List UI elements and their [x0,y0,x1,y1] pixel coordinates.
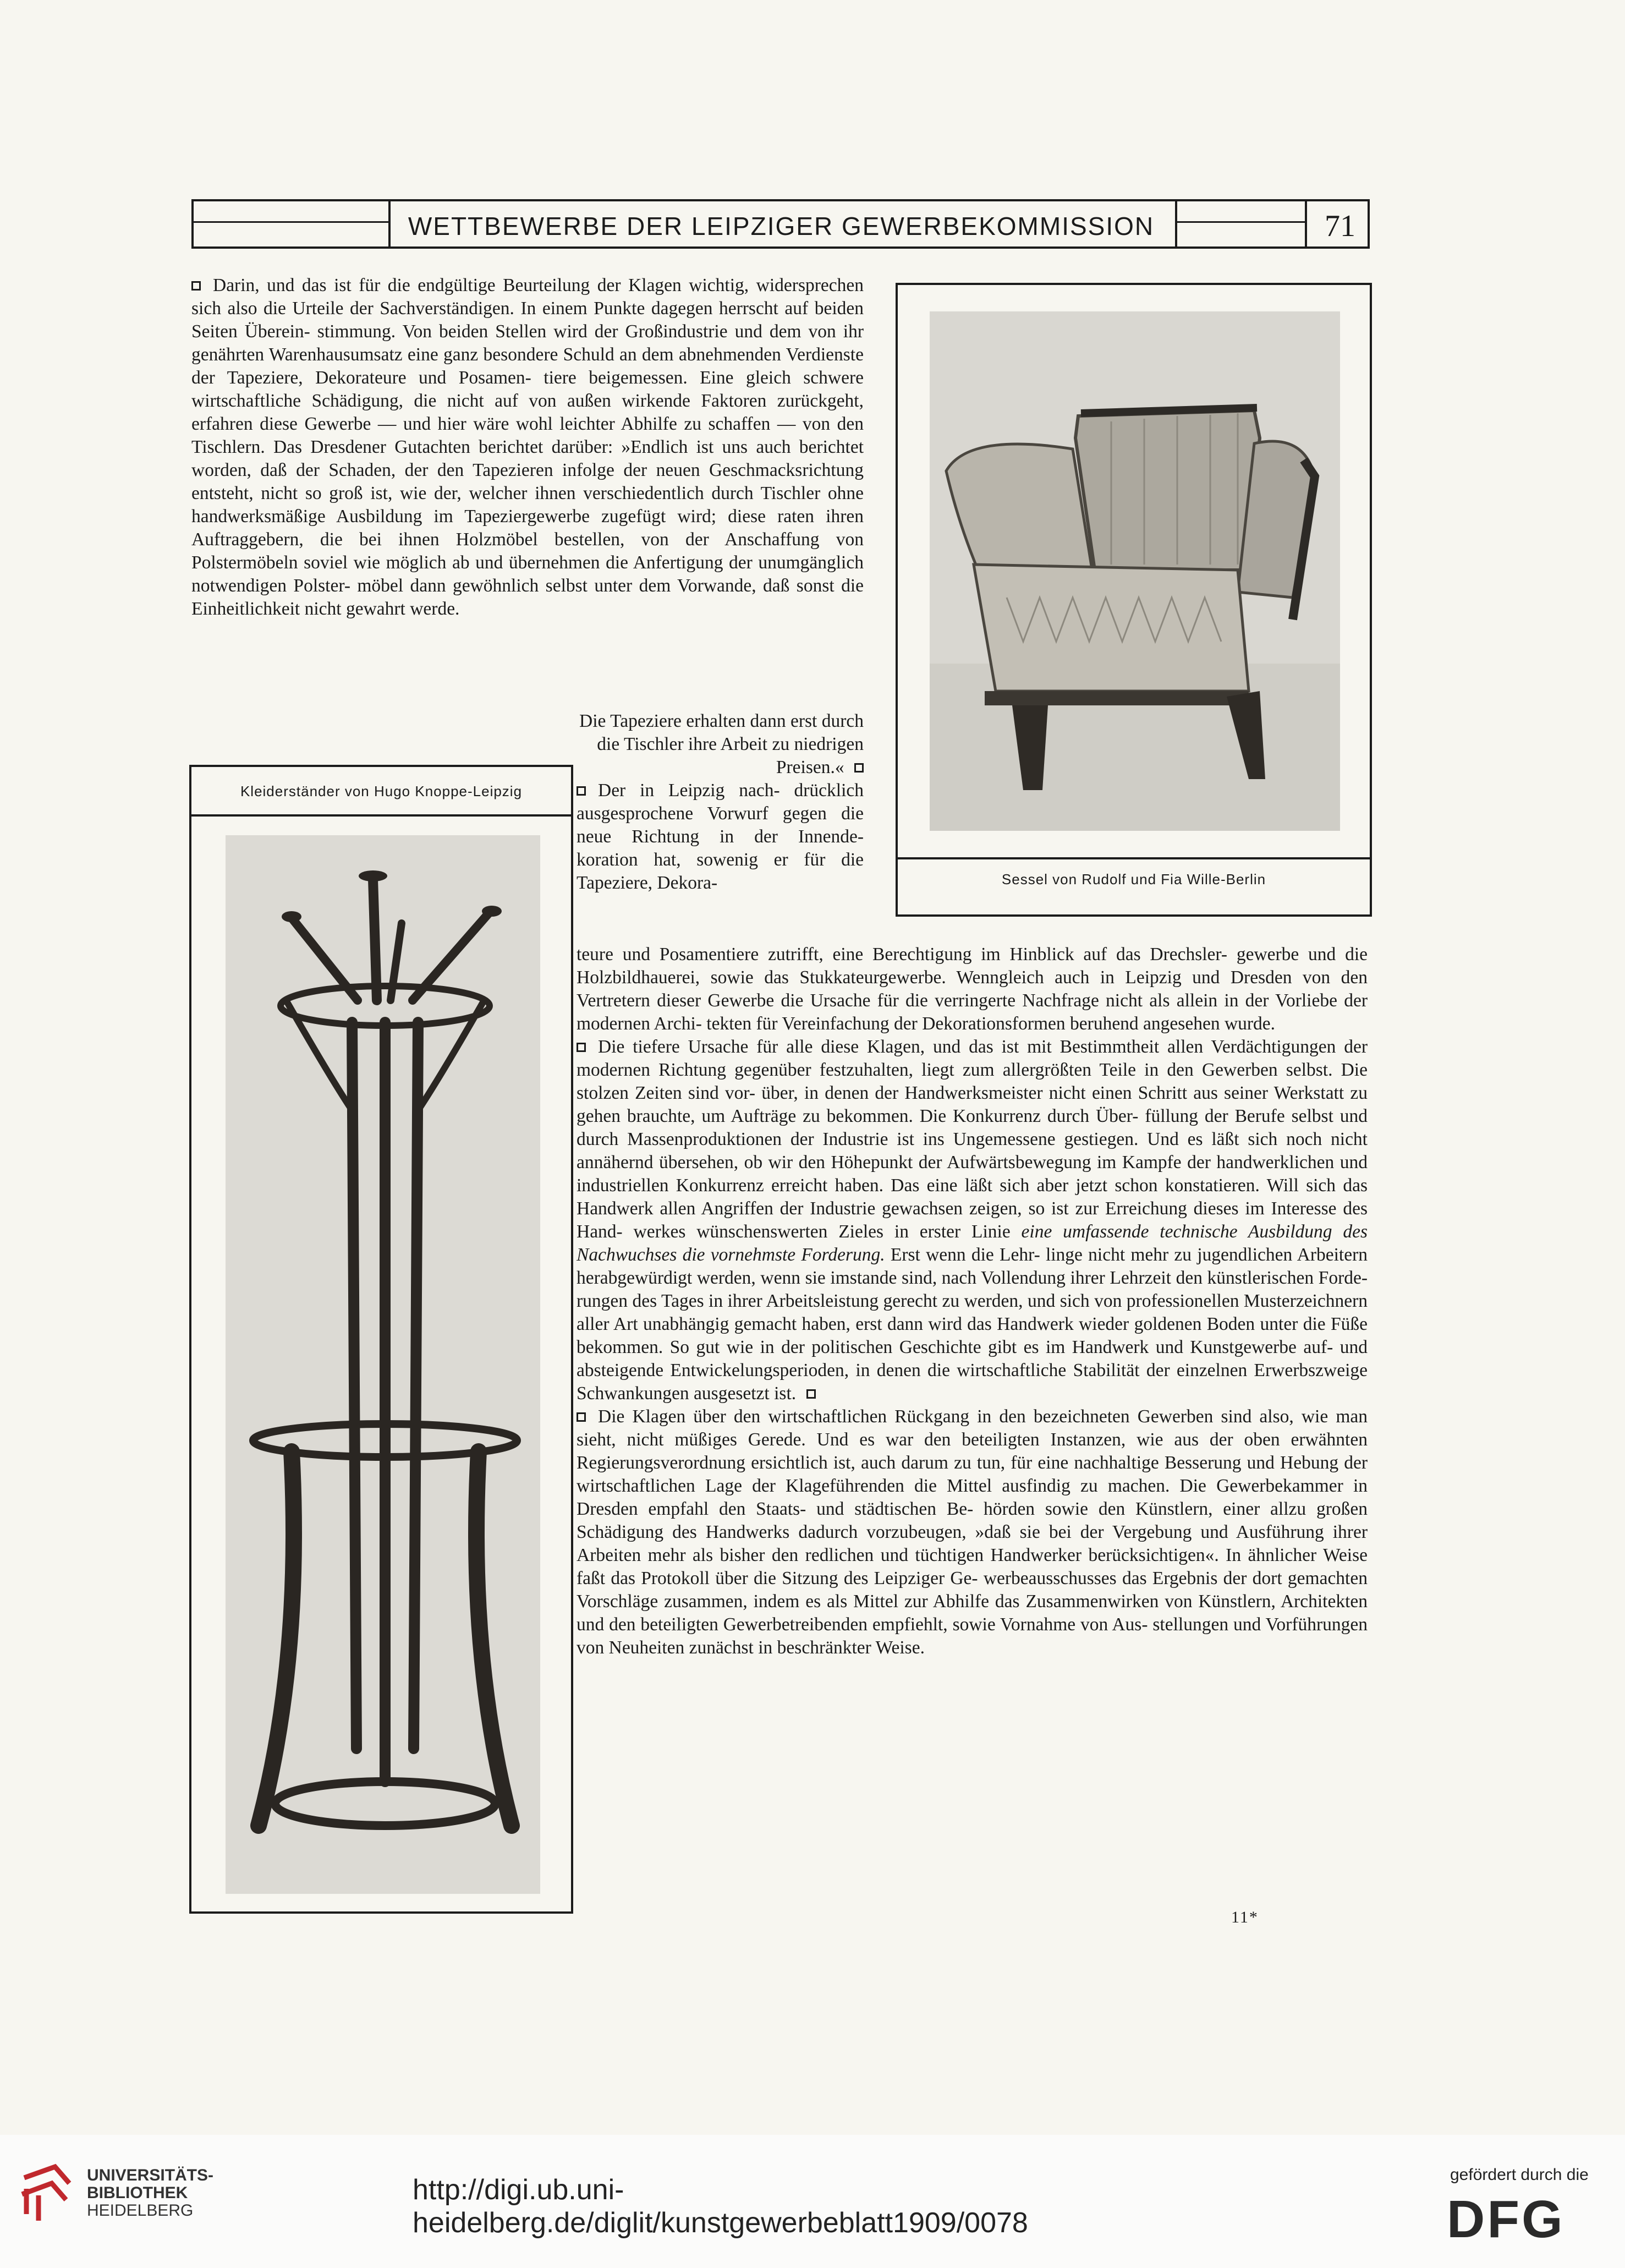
paragraph-marker-icon [577,786,586,796]
dfg-logo-icon [1447,2193,1601,2243]
paragraph: Darin, und das ist für die endgültige Beurteilung der Klagen wichtig, widersprechen sich also die Urteile der Sachverständigen. In einem Punkte dagegen herrscht auf beiden Seiten Überein- stimmung. Von beiden Stellen wird der Großindustrie und dem von ihr genährten Warenhausumsatz eine ganz besondere Schuld an dem abnehmenden Verdienste der Tapeziere, Dekorateure und Posamen- tiere beigemessen. Eine gleich schwere wirtschaftliche Schädigung, die nicht auf von außen wirkende Faktoren zurückgeht, erfahren diese Gewerbe — und hier wäre wohl leichter Abhilfe zu schaffen — von den Tischlern. Das Dresdener Gutachten berichtet darüber: »Endlich ist uns auch berichtet worden, daß der Schaden, der den Tapezieren infolge der neuen Geschmacksrichtung entsteht, nicht so groß ist, wie der, welcher ihnen verschiedentlich durch Tischler ohne handwerksmäßige Ausbildung im Tapeziergewerbe zugefügt wird; diese raten ihren Auftraggebern, die bei ihnen Holzmöbel bestellen, von der Anschaffung von Polstermöbeln soviel wie möglich ab und übernehmen die Anfertigung der unumgänglich notwendigen Polster- möbel dann gewöhnlich selbst unter dem Vorwande, daß sonst die Einheitlichkeit nicht gewahrt werde. [191,275,864,619]
paragraph: Die tiefere Ursache für alle diese Klagen, und das ist mit Bestimmtheit allen Verdächtigungen der modernen Richtung gegenüber festzuhalten, liegt zum allergrößten Teile in den Gewerben selbst. Die stolzen Zeiten sind vor- über, in denen der Handwerksmeister nicht einen Schritt aus seiner Werkstatt zu gehen brauchte, um Aufträge zu bekommen. Die Konkurrenz durch Über- füllung der Berufe selbst und durch Massenproduktionen der Industrie ist ins Ungemessene gestiegen. Und es läßt sich noch nicht annähernd übersehen, ob wir den Höhepunkt der Aufwärtsbewegung im Kampfe der handwerklichen und industriellen Konkurrenz erreicht haben. Das eine läßt sich aber jetzt schon konstatieren. Will sich das Handwerk allen Angriffen der Industrie gewachsen zeigen, so ist zur Erreichung dieses im Interesse des Hand- werkes wünschenswerten Zieles in erster Linie eine umfassende technische Ausbildung des Nachwuchses die vornehmste Forderung. Erst wenn die Lehr- linge nicht mehr zu jugendlichen Arbeitern herabgewürdigt werden, wenn sie imstande sind, nach Vollendung ihrer Lehrzeit den künstlerischen Forde- rungen des Tages in ihrer Arbeitsleistung gerecht zu werden, und sich von professionellen Musterzeichnern aller Art unabhängig gemacht haben, erst dann wird das Handwerk wieder goldenen Boden unter die Füße bekommen. So gut wie in der politischen Geschichte gibt es im Handwerk und Kunstgewerbe auf- und absteigende Entwickelungsperioden, in denen die wirtschaftliche Stabilität der einzelnen Erwerbszweige Schwankungen ausgesetzt ist. [577,1037,1368,1404]
emphasis: eine umfassende technische Ausbildung des Nachwuchses die vornehmste Forderung. [577,1221,1368,1265]
paragraph-marker-icon [806,1389,816,1399]
coat-stand-photo [226,835,540,1894]
university-logo[interactable] [17,2161,77,2230]
source-url-link[interactable]: http://digi.ub.uni-heidelberg.de/diglit/kunstgewerbeblatt1909/0078 [413,2174,1028,2239]
paragraph-marker-icon [191,281,201,291]
header-title: WETTBEWERBE DER LEIPZIGER GEWERBEKOMMISSION [408,212,1155,240]
text-block-top [191,274,864,621]
paragraph-marker-icon [577,1043,586,1052]
funded-by-label: gefördert durch die [1450,2166,1589,2184]
page-number: 71 [1325,209,1355,243]
text-block-main [577,943,1368,1659]
paragraph: teure und Posamentiere zutrifft, eine Berechtigung im Hinblick auf das Drechsler- gewerbe und die Holzbildhauerei, sowie das Stukkateurgewerbe. Wenngleich auch in Leipzig und Dresden von den Vertretern dieser Gewerbe die Ursache für die verringerte Nachfrage nicht als allein in der Vorliebe der modernen Archi- tekten für Vereinfachung der Dekorationsformen beruhend angesehen wurde. [577,944,1368,1034]
library-name[interactable]: UNIVERSITÄTS- BIBLIOTHEK HEIDELBERG [87,2166,214,2220]
stand-caption: Kleiderständer von Hugo Knoppe-Leipzig [240,783,523,799]
paragraph-tail: Die Tapeziere erhalten dann erst durch die Tischler ihre Arbeit zu niedrigen Preisen.« [579,711,864,777]
paragraph: Die Klagen über den wirtschaftlichen Rückgang in den bezeichneten Gewerben sind also, wie man sieht, nicht müßiges Gerede. Und es war den beteiligten Instanzen, wie aus der oben erwähnten Regierungsverordnung ersichtlich ist, auch darum zu tun, für eine nachhaltige Besserung und Hebung der wirtschaftlichen Lage der Klageführenden die Mittel ausfindig zu machen. Die Gewerbekammer in Dresden empfahl den Staats- und städtischen Be- hörden sowie den Künstlern, einer allzu großen Schädigung des Handwerks dadurch vorzubeugen, »daß sie bei der Vergebung und Ausführung ihrer Arbeiten mehr als bisher den redlichen und tüchtigen Handwerker berücksichtigen«. In ähnlicher Weise faßt das Protokoll über die Sitzung des Leipziger Ge- werbeausschusses das Ergebnis der dort gemachten Vorschläge zusammen, indem es als Mittel zur Abhilfe das Zusammenwirken von Künstlern, Architekten und den beteiligten Gewerbetreibenden empfiehlt, sowie Vornahme von Aus- stellungen und Vorführungen von Neuheiten zunächst in beschränkter Weise. [577,1406,1368,1658]
library-logo-icon [17,2161,77,2227]
signature-mark: 11* [1231,1908,1259,1926]
coat-stand-icon [226,835,540,1894]
paragraph: Der in Leipzig nach- drücklich ausgesprochene Vorwurf gegen die neue Richtung in der Innende- koration hat, sowenig er für die Tapeziere, Dekora- [577,780,864,893]
text-block-narrow [577,710,864,895]
paragraph-marker-icon [577,1412,586,1422]
figure-armchair [896,283,1372,917]
armchair-icon [930,311,1340,831]
dfg-logo[interactable] [1447,2193,1601,2245]
chair-caption: Sessel von Rudolf und Fia Wille-Berlin [1001,871,1266,888]
svg-text:DFG: DFG [1447,2193,1565,2243]
armchair-photo [930,311,1340,831]
paragraph-marker-icon [854,763,864,773]
figure-coat-stand [189,765,573,1914]
